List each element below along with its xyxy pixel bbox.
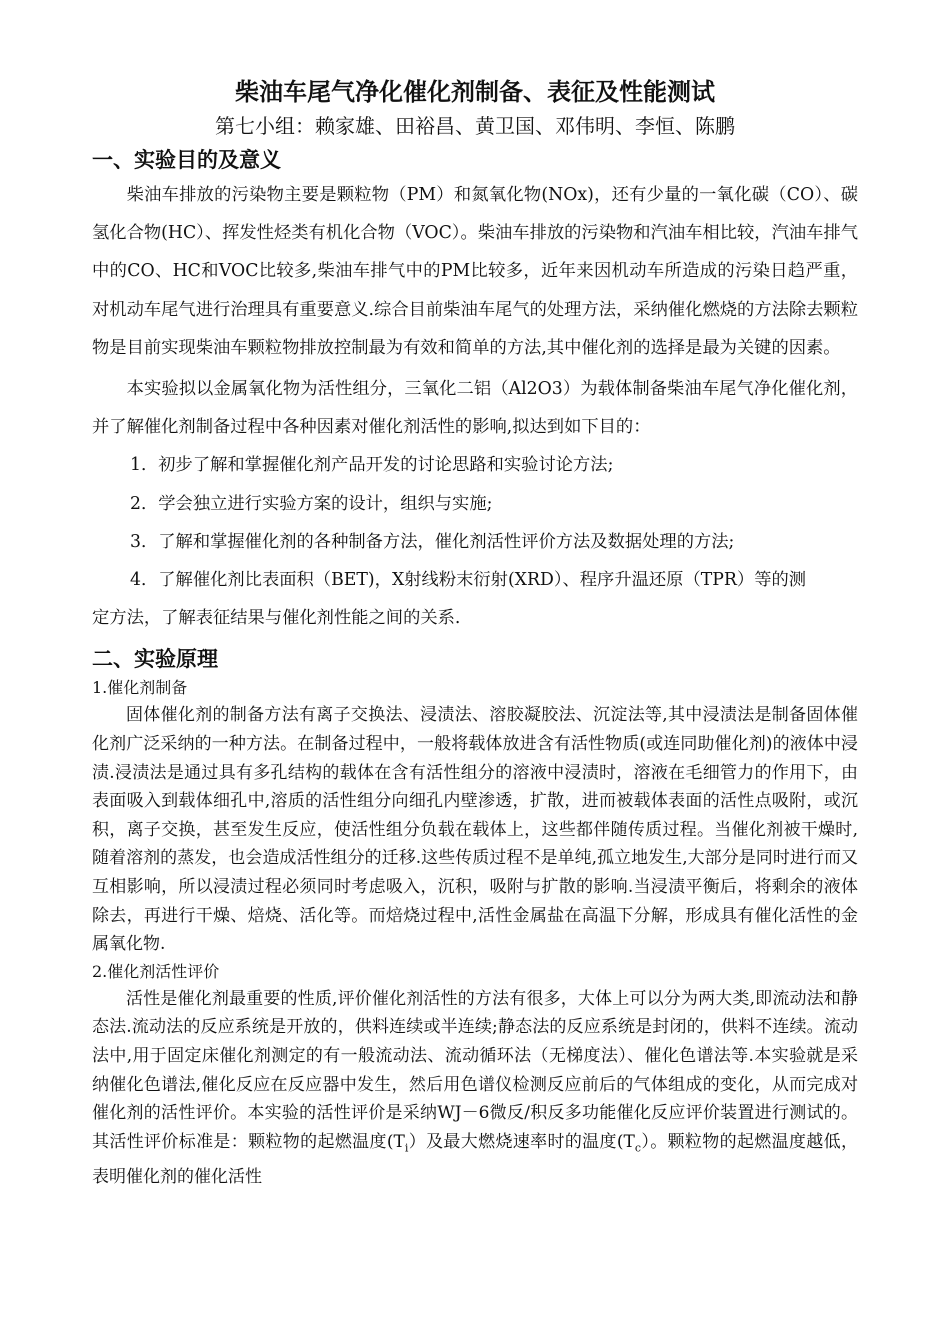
section-heading-principle: 二、实验原理 xyxy=(92,647,218,672)
ti-subscript: i xyxy=(404,1141,409,1155)
evaluation-text-main: 活性是催化剂最重要的性质,评价催化剂活性的方法有很多，大体上可以分为两大类,即流动法和静态法.流动法的反应系统是开放的，供料连续或半连续;静态法的反应系统是封闭的，供料不连续。流动法中,用于固定床催化剂测定的有一般流动法、流动循环法（无梯度法）、催化色谱法等.本实验就是采纳催化色谱法,催化反应在反应器中发生，然后用色谱仪检测反应前后的气体组成的变化，从而完成对催化剂的活性评价。本实验的活性评价是采纳WJ－6微反/积反多功能催化反应评价装置进行测试的。其活性评价标准是：颗粒物的起燃温度(T xyxy=(92,988,858,1152)
purpose-paragraph-2: 本实验拟以金属氧化物为活性组分，三氧化二铝（Al2O3）为载体制备柴油车尾气净化催化剂，并了解催化剂制备过程中各种因素对催化剂活性的影响,拟达到如下目的： xyxy=(92,379,858,438)
evaluation-text-mid: ）及最大燃烧速率时的温度(T xyxy=(408,1131,635,1152)
preparation-paragraph: 固体催化剂的制备方法有离子交换法、浸渍法、溶胶凝胶法、沉淀法等,其中浸渍法是制备固体催化剂广泛采纳的一种方法。在制备过程中，一般将载体放进含有活性物质(或连同助催化剂)的液体中浸渍.浸渍法是通过具有多孔结构的载体在含有活性组分的溶液中浸渍时，溶液在毛细管力的作用下，由表面吸入到载体细孔中,溶质的活性组分向细孔内壁渗透，扩散，进而被载体表面的活性点吸附，或沉积，离子交换，甚至发生反应，使活性组分负载在载体上，这些都伴随传质过程。当催化剂被干燥时,随着溶剂的蒸发，也会造成活性组分的迁移.这些传质过程不是单纯,孤立地发生,大部分是同时进行而又互相影响，所以浸渍过程必须同时考虑吸入，沉积，吸附与扩散的影响.当浸渍平衡后，将剩余的液体除去，再进行干燥、焙烧、活化等。而焙烧过程中,活性金属盐在高温下分解，形成具有催化活性的金属氧化物. xyxy=(92,705,858,955)
author-line: 第七小组：赖家雄、田裕昌、黄卫国、邓伟明、李恒、陈鹏 xyxy=(215,114,735,138)
tc-subscript: c xyxy=(634,1141,642,1155)
document-title: 柴油车尾气净化催化剂制备、表征及性能测试 xyxy=(235,78,715,106)
subsection-heading-preparation: 1.催化剂制备 xyxy=(92,678,188,698)
objective-item-4-line2: 定方法，了解表征结果与催化剂性能之间的关系. xyxy=(92,608,461,629)
objective-item: 3．了解和掌握催化剂的各种制备方法，催化剂活性评价方法及数据处理的方法; xyxy=(130,531,735,552)
objective-item-4-line1: 4．了解催化剂比表面积（BET)，X射线粉末衍射(XRD）、程序升温还原（TPR）等的测 xyxy=(130,570,807,591)
evaluation-text-tail: ）。颗粒物的起燃温度越低，表明催化剂的催化活性 xyxy=(92,1131,858,1187)
section-heading-purpose: 一、实验目的及意义 xyxy=(92,148,281,172)
objective-item: 1．初步了解和掌握催化剂产品开发的讨论思路和实验讨论方法; xyxy=(130,455,614,476)
evaluation-paragraph xyxy=(92,985,858,1192)
subsection-heading-evaluation: 2.催化剂活性评价 xyxy=(92,961,220,981)
purpose-paragraph-1: 柴油车排放的污染物主要是颗粒物（PM）和氮氧化物(NOx)，还有少量的一氧化碳（CO）、碳氢化合物(HC）、挥发性烃类有机化合物（VOC）。柴油车排放的污染物和汽油车相比较，汽油车排气中的CO、HC和VOC比较多,柴油车排气中的PM比较多，近年来因机动车所造成的污染日趋严重，对机动车尾气进行治理具有重要意义.综合目前柴油车尾气的处理方法，采纳催化燃烧的方法除去颗粒物是目前实现柴油车颗粒物排放控制最为有效和简单的方法,其中催化剂的选择是最为关键的因素。 xyxy=(92,185,858,358)
objective-item: 2．学会独立进行实验方案的设计，组织与实施; xyxy=(130,493,493,514)
